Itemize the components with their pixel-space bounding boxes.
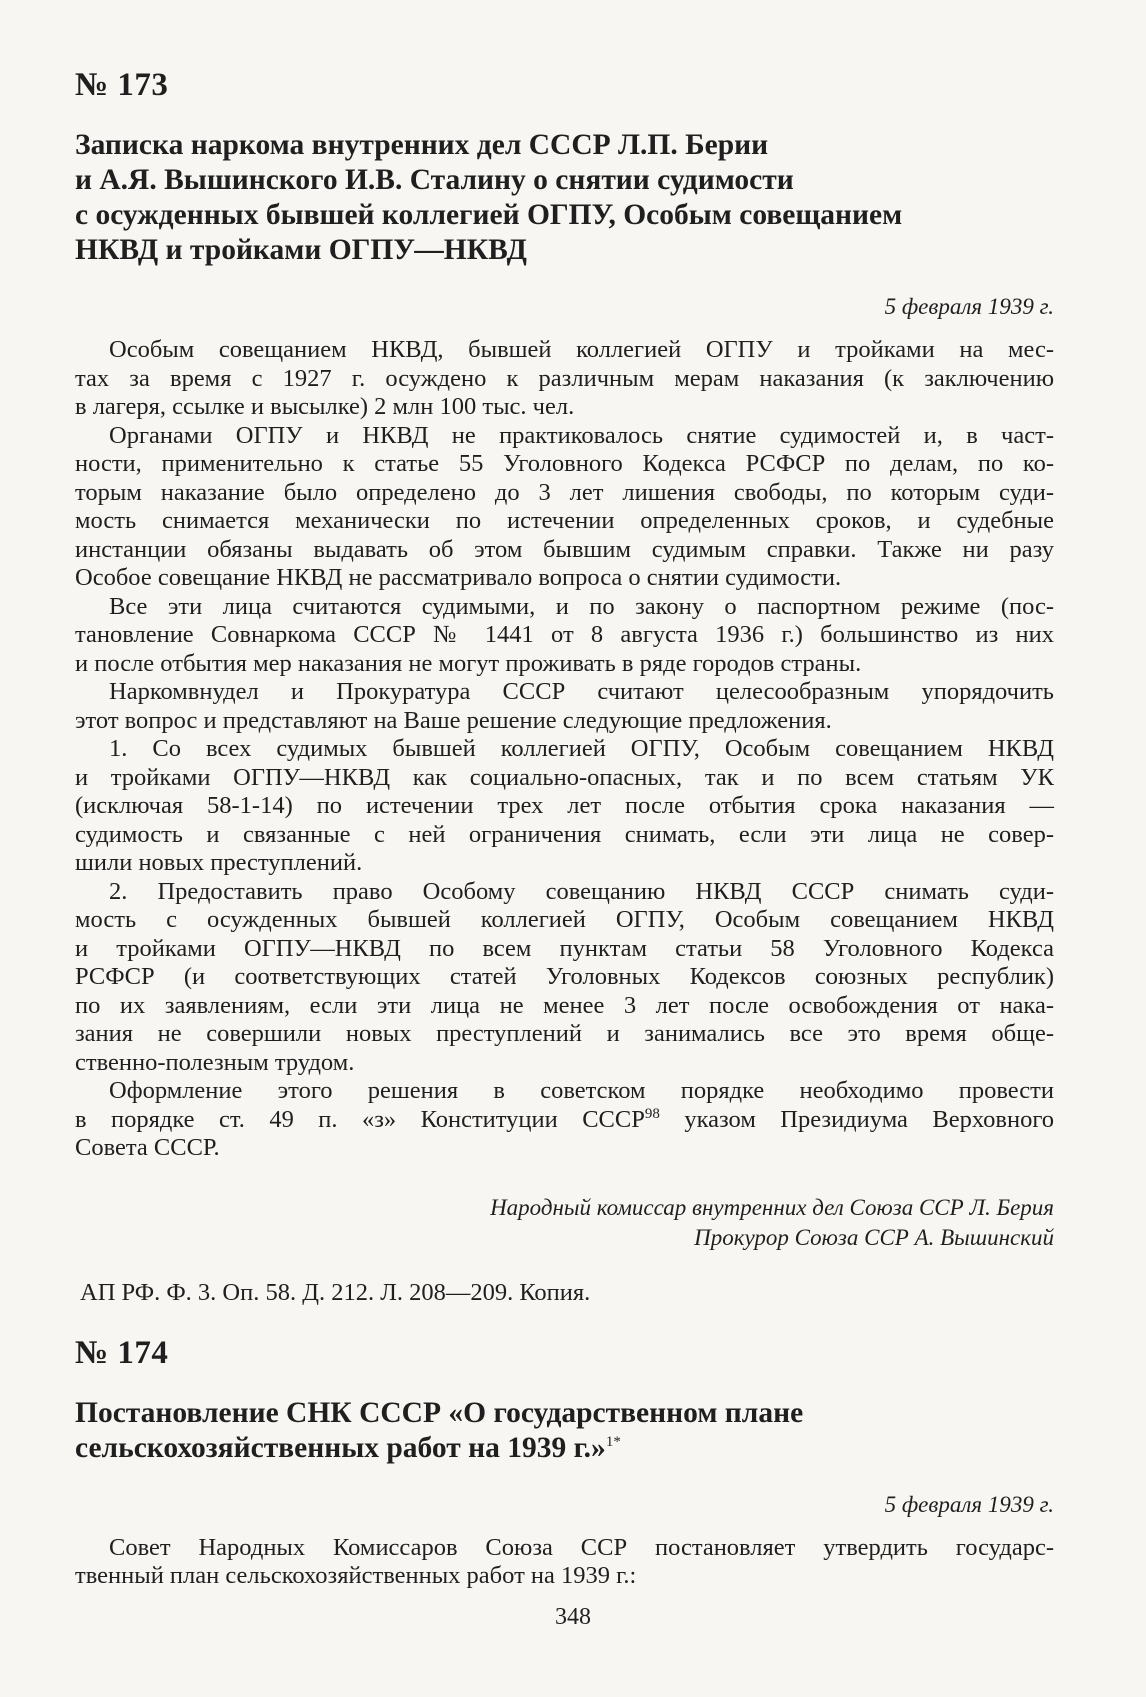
text-line: Наркомвнудел и Прокуратура СССР считают целесообразным упорядочить xyxy=(109,678,1054,705)
text-fragment: в порядке ст. 49 п. «з» Конституции СССР xyxy=(75,1105,645,1133)
paragraph xyxy=(75,336,1054,422)
text-line: и после отбытия мер наказания не могут проживать в ряде городов страны. xyxy=(75,649,862,677)
text-line: ственно-полезным трудом. xyxy=(75,1048,355,1076)
text-fragment: сельскохозяйственных работ на 1939 г.» xyxy=(75,1431,606,1464)
text-line: Совета СССР. xyxy=(75,1134,220,1161)
text-line: тановление Совнаркома СССР № 1441 от 8 августа 1936 г.) большинство из них xyxy=(75,621,1054,648)
text-line: инстанции обязаны выдавать об этом бывшим судимым справки. Также ни разу xyxy=(75,535,1054,563)
text-line: твенный план сельскохозяйственных работ на 1939 г.: xyxy=(75,1562,637,1589)
paragraph xyxy=(75,422,1054,593)
text-line: мость снимается механически по истечении определенных сроков, и судебные xyxy=(75,507,1054,534)
text-line: мость с осужденных бывшей коллегией ОГПУ, Особым совещанием НКВД xyxy=(75,906,1054,933)
text-line: Совет Народных Комиссаров Союза ССР постановляет утвердить государс- xyxy=(109,1533,1054,1561)
document-number: № 173 xyxy=(75,67,169,103)
title-line xyxy=(75,1431,1005,1466)
title-line: с осужденных бывшей коллегией ОГПУ, Особым совещанием xyxy=(75,199,903,231)
text-line: Особое совещание НКВД не рассматривало вопроса о снятии судимости. xyxy=(75,564,842,591)
text-line: 2. Предоставить право Особому совещанию НКВД СССР снимать суди- xyxy=(109,877,1054,905)
text-line: торым наказание было определено до 3 лет лишения свободы, по которым суди- xyxy=(75,478,1054,506)
paragraph-final xyxy=(75,1077,1054,1163)
signature-beria: Народный комиссар внутренних дел Союза ССР Л. Берия xyxy=(490,1194,1054,1220)
text-fragment: указом Президиума Верховного xyxy=(684,1105,1055,1133)
text-line: шили новых преступлений. xyxy=(75,849,363,876)
text-line: Особым совещанием НКВД, бывшей коллегией ОГПУ и тройками на мес- xyxy=(109,336,1054,363)
text-line: Органами ОГПУ и НКВД не практиковалось снятие судимостей и, в част- xyxy=(109,421,1054,449)
document-date: 5 февраля 1939 г. xyxy=(884,1491,1054,1517)
text-line: и тройками ОГПУ—НКВД как социально-опасных, так и по всем статьям УК xyxy=(75,763,1054,791)
document-number: № 174 xyxy=(75,1334,169,1371)
text-line: судимость и связанные с ней ограничения снимать, если эти лица не совер- xyxy=(75,820,1054,848)
footnote-marker: 1* xyxy=(605,1433,621,1450)
text-line: Все эти лица считаются судимыми, и по закону о паспортном режиме (пос- xyxy=(109,592,1054,620)
document-title xyxy=(75,128,1005,268)
text-line: (исключая 58-1-14) по истечении трех лет после отбытия срока наказания — xyxy=(75,792,1054,819)
paragraph xyxy=(75,1534,1054,1591)
title-line: НКВД и тройками ОГПУ—НКВД xyxy=(75,234,527,266)
archive-reference: АП РФ. Ф. 3. Оп. 58. Д. 212. Л. 208—209. Копия. xyxy=(80,1278,591,1306)
text-line: зания не совершили новых преступлений и занимались все это время обще- xyxy=(75,1020,1054,1047)
document-date: 5 февраля 1939 г. xyxy=(884,294,1054,319)
paragraph-item-1 xyxy=(75,735,1054,878)
text-line xyxy=(75,1106,1054,1135)
document-title xyxy=(75,1396,1005,1466)
text-line: 1. Со всех судимых бывшей коллегией ОГПУ, Особым совещанием НКВД xyxy=(109,735,1054,762)
text-line: этот вопрос и представляют на Ваше решение следующие предложения. xyxy=(75,706,832,734)
text-line: РСФСР (и соответствующих статей Уголовных Кодексов союзных республик) xyxy=(75,963,1054,990)
footnote-marker: 98 xyxy=(644,1105,660,1122)
page-number: 348 xyxy=(555,1604,591,1630)
paragraph xyxy=(75,678,1054,735)
text-line: по их заявлениям, если эти лица не менее 3 лет после освобождения от нака- xyxy=(75,991,1054,1019)
paragraph xyxy=(75,593,1054,679)
text-line: в лагеря, ссылке и высылке) 2 млн 100 тыс. чел. xyxy=(75,393,575,420)
title-line: и А.Я. Вышинского И.В. Сталину о снятии судимости xyxy=(75,164,794,196)
text-line: тах за время с 1927 г. осуждено к различным мерам наказания (к заключению xyxy=(75,364,1054,392)
signature-vyshinsky: Прокурор Союза ССР А. Вышинский xyxy=(694,1224,1054,1250)
signatures xyxy=(75,1193,1054,1253)
text-line: и тройками ОГПУ—НКВД по всем пунктам статьи 58 Уголовного Кодекса xyxy=(75,934,1054,962)
text-line: ности, применительно к статье 55 Уголовного Кодекса РСФСР по делам, по ко- xyxy=(75,450,1054,477)
text-line: Оформление этого решения в советском порядке необходимо провести xyxy=(109,1077,1054,1104)
title-line: Постановление СНК СССР «О государственном плане xyxy=(75,1396,804,1429)
title-line: Записка наркома внутренних дел СССР Л.П. Берии xyxy=(75,129,769,161)
paragraph-item-2 xyxy=(75,878,1054,1078)
